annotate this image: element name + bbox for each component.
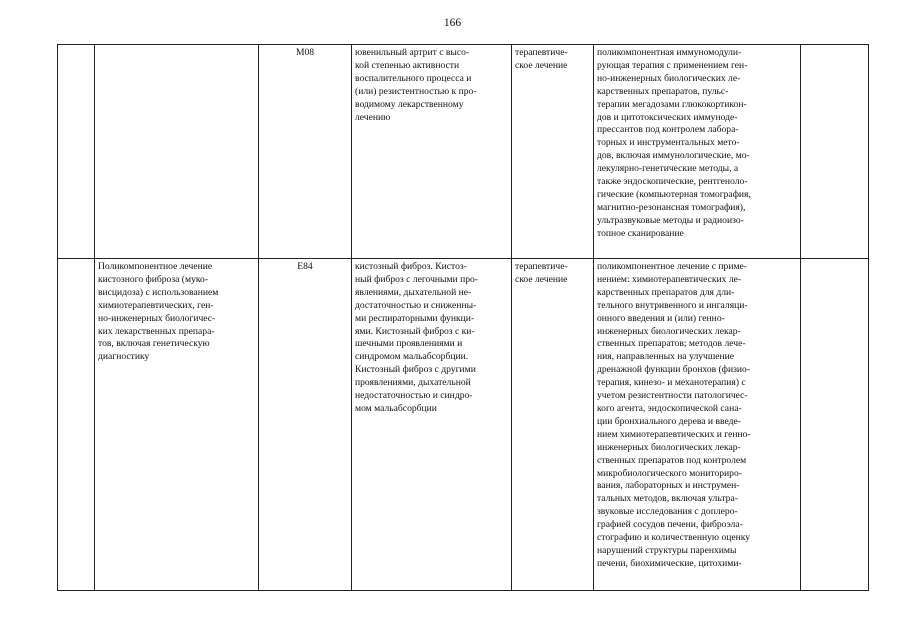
page-number: 166 [443,17,462,29]
patient-model-cell: ювенильный артрит с высо- кой степенью активности воспалительного процесса и (или) резистентностью к про- водимому лекарственному лечению [352,45,512,259]
standard-cost-cell [801,259,869,591]
care-type-cell: Поликомпонентное лечение кистозного фиброза (муко- висцидоза) с использованием химиотерапевтических, ген- но-инженерных биологичес- ких лекарственных препара- тов, включая генетическую диагностику [95,259,259,591]
table-row [58,45,869,259]
row-index-cell [58,259,95,591]
treatment-kind-cell: терапевтиче- ское лечение [512,259,594,591]
icd-code-cell: M08 [259,45,352,259]
table-row [58,259,869,591]
treatment-method-cell: поликомпонентное лечение с приме- нением: химиотерапевтических ле- карственных препаратов для дли- тельного внутривенного и ингаляци- онного введения и (или) генно- инженерных биологических лекар- ственных препаратов; методов лече- ния, направленных на улучшение дренажной функции бронхов (физио- терапия, кинезо- и механотерапия) с учетом резистентности патологичес- кого агента, эндоскопической сана- ции бронхиального дерева и введе- нием химиотерапевтических и генно- инженерных биологических лекар- ственных препаратов под контролем микробиологического мониториро- вания, лабораторных и инструмен- тальных методов, включая ультра- звуковые исследования с доплеро- графией сосудов печени, фиброэла- стографию и количественную оценку нарушений структуры паренхимы печени, биохимические, цитохими- [594,259,801,591]
care-type-cell [95,45,259,259]
row-index-cell [58,45,95,259]
treatment-kind-cell: терапевтиче- ское лечение [512,45,594,259]
icd-code-cell: E84 [259,259,352,591]
treatment-method-cell: поликомпонентная иммуномодули- рующая терапия с применением ген- но-инженерных биологических ле- карственных препаратов, пульс- терапии мегадозами глюкокортикон- дов и цитотоксических иммунодe- прессантов под контролем лабора- торных и инструментальных мето- дов, включая иммунологические, мо- лекулярно-генетические методы, а также эндоскопические, рентгеноло- гические (компьютерная томография, магнитно-резонансная томография), ультразвуковые методы и радиоизо- топное сканирование [594,45,801,259]
standard-cost-cell [801,45,869,259]
patient-model-cell: кистозный фиброз. Кистоз- ный фиброз с легочными про- явлениями, дыхательной не- достаточностью и сниженны- ми респираторными функци- ями. Кистозный фиброз с ки- шечными проявлениями и синдромом мальабсорбции. Кистозный фиброз с другими проявлениями, дыхательной недостаточностью и синдро- мом мальабсорбции [352,259,512,591]
medical-care-table [57,44,869,591]
